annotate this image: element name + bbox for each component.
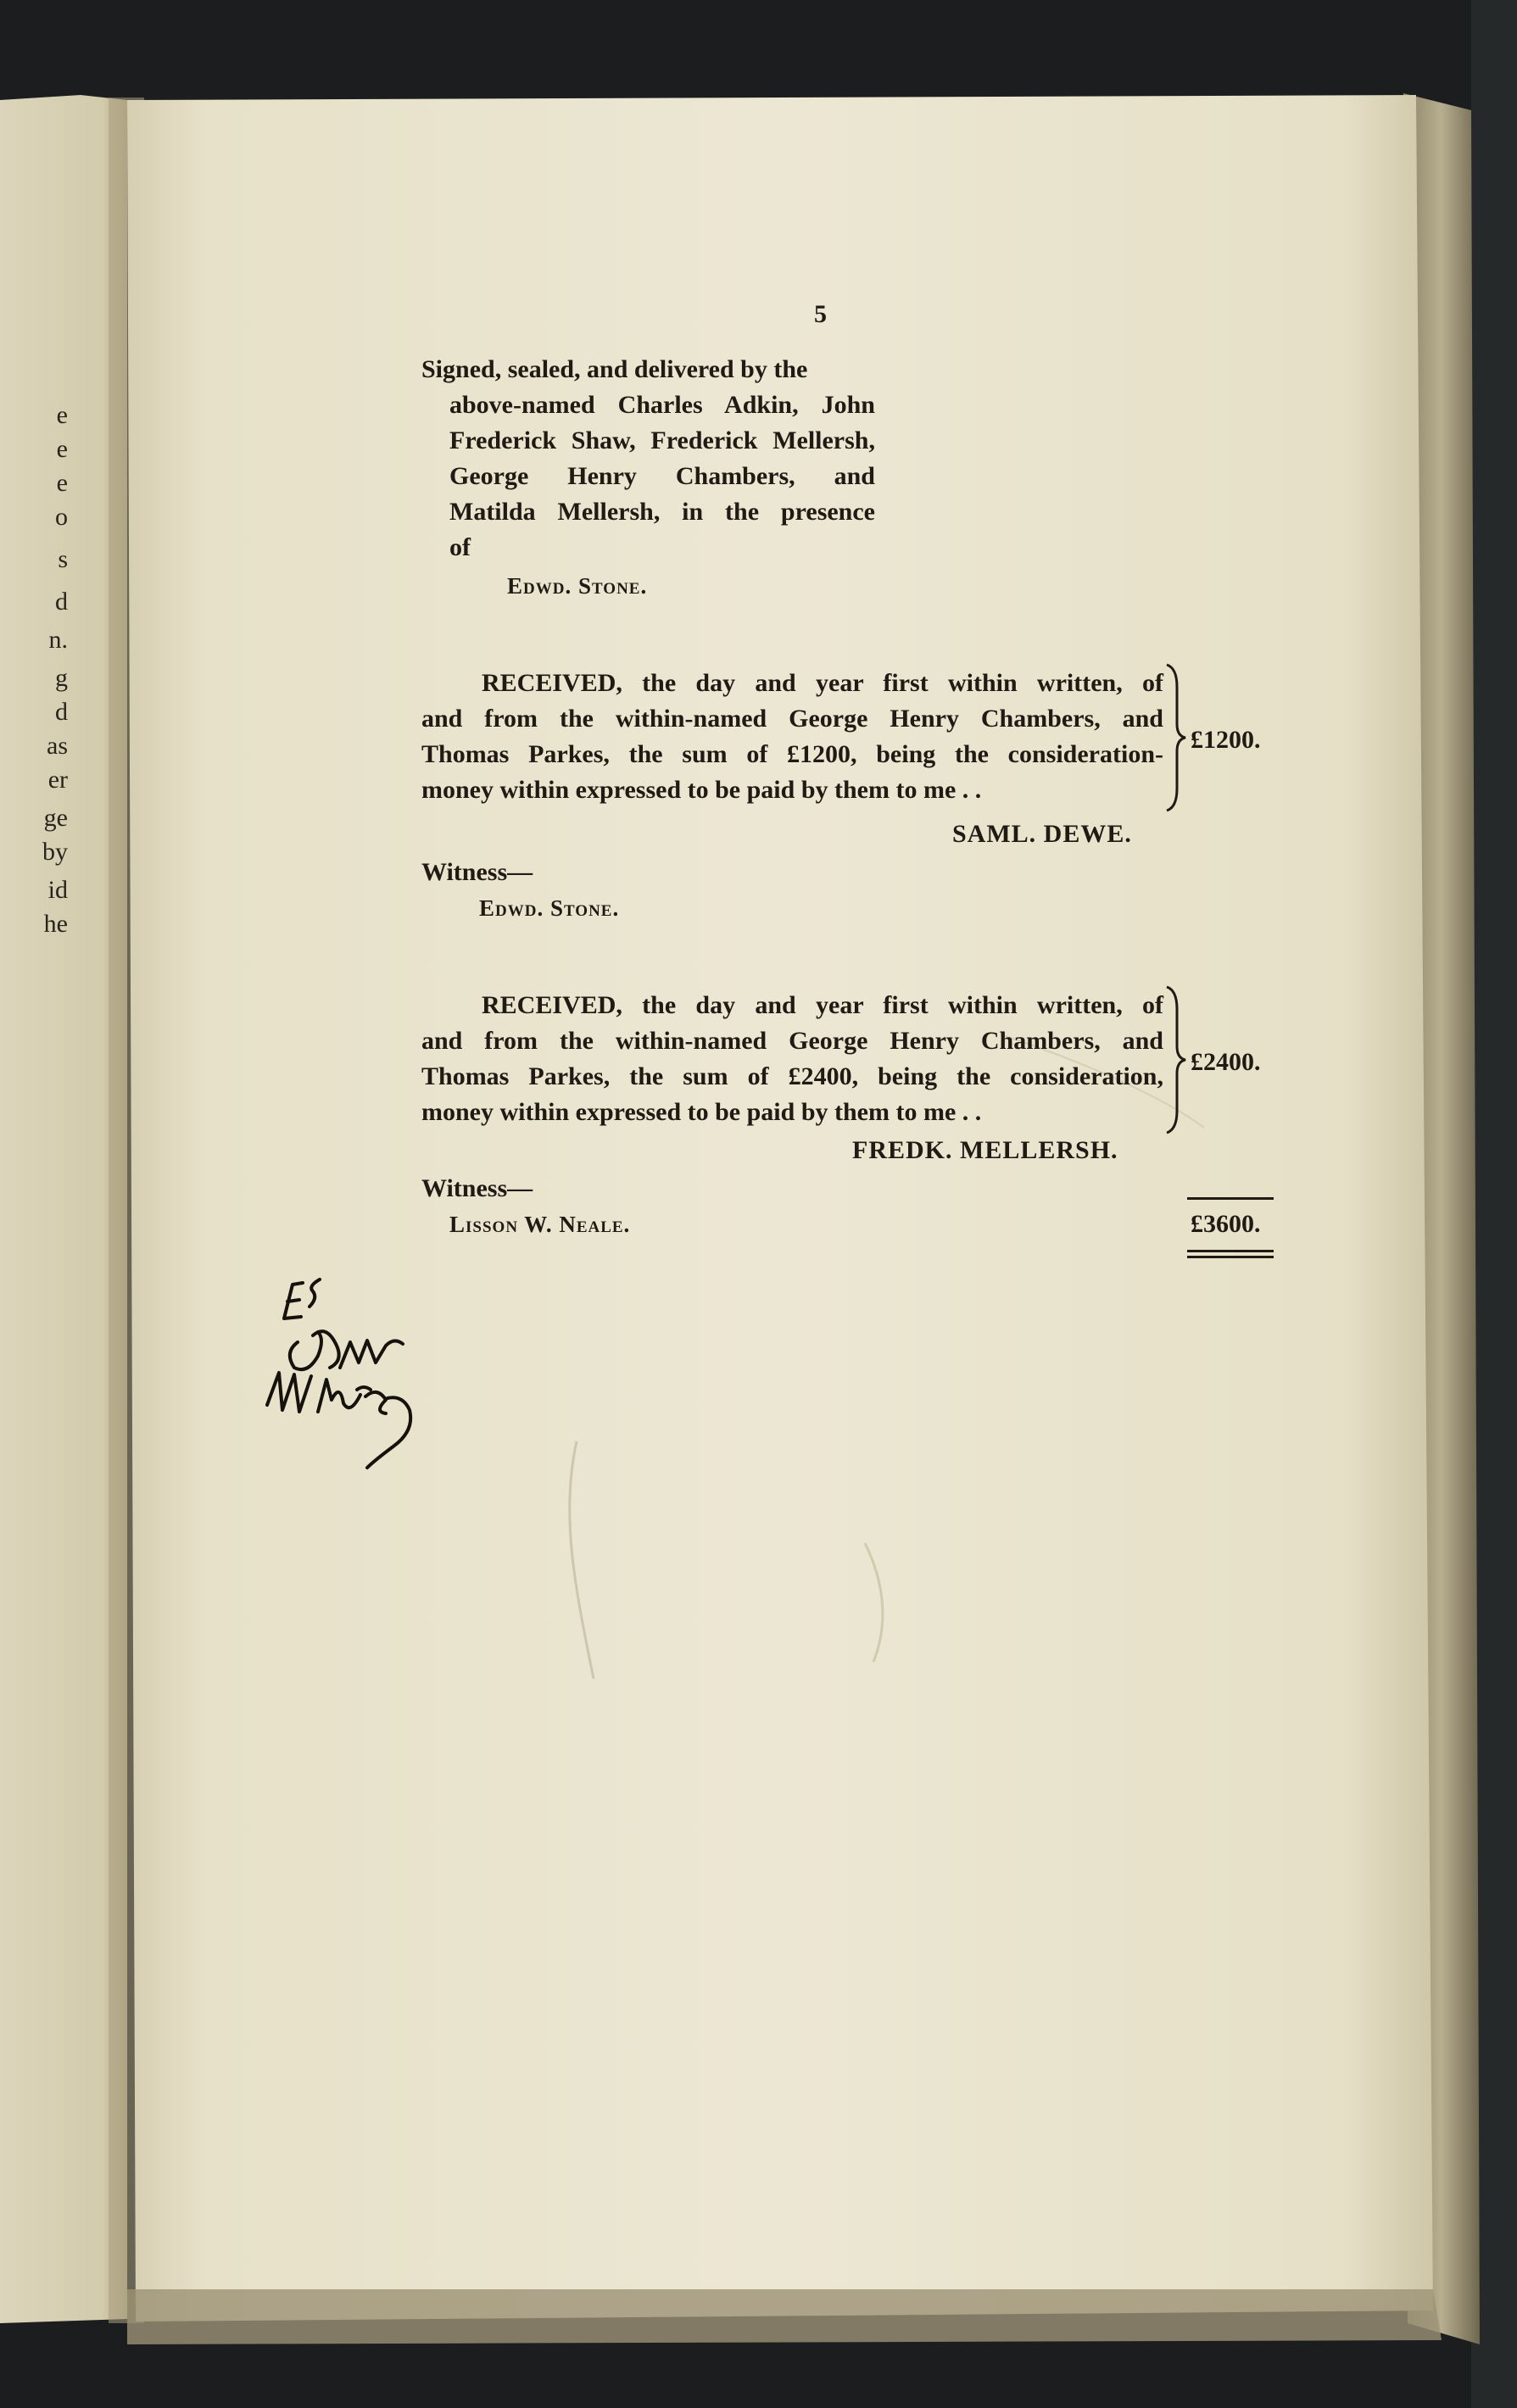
left-page-fragment: e [56, 469, 68, 497]
left-page-fragment: by [42, 838, 68, 866]
left-page-fragment: n. [48, 626, 68, 654]
left-page-fragment: s [58, 545, 68, 573]
receipt-1-amount: £1200. [1191, 726, 1261, 754]
left-page-fragment: e [56, 435, 68, 463]
execution-line: Matilda Mellersh, in the presence [449, 498, 875, 526]
receipt-2-witness-name: Lisson W. Neale. [449, 1212, 631, 1237]
receipt-1-witness-label: Witness— [421, 858, 533, 886]
receipt-1-witness-name: Edwd. Stone. [479, 895, 620, 921]
left-page-fragment: e [56, 401, 68, 429]
total-double-rule-lower [1187, 1256, 1274, 1258]
receipt-2-witness-label: Witness— [421, 1174, 533, 1202]
receipt-1-line: and from the within-named George Henry Chambers, and [421, 705, 1163, 733]
execution-witness-name: Edwd. Stone. [507, 573, 648, 599]
receipt-2-line: and from the within-named George Henry Chambers, and [421, 1027, 1163, 1055]
receipt-2-line: Thomas Parkes, the sum of £2400, being the consideration, [421, 1062, 1163, 1090]
left-page-fragments [0, 373, 68, 967]
receipt-1-line: Thomas Parkes, the sum of £1200, being the consideration- [421, 740, 1163, 768]
receipt-1-line: money within expressed to be paid by them to me . . [421, 776, 982, 804]
total-amount: £3600. [1191, 1210, 1261, 1238]
left-page-fragment: g [55, 664, 68, 692]
left-page-fragment: he [43, 910, 68, 938]
execution-line: of [449, 533, 471, 561]
receipt-2-signatory: FREDK. MELLERSH. [852, 1136, 1118, 1164]
receipt-1-line: RECEIVED, the day and year first within written, of [482, 669, 1163, 697]
left-page-fragment: as [47, 732, 68, 760]
left-page-fragment: er [47, 766, 68, 794]
left-page-fragment: d [55, 588, 68, 616]
left-page-fragment: o [55, 503, 68, 531]
execution-line: Frederick Shaw, Frederick Mellersh, [449, 426, 875, 454]
total-double-rule-upper [1187, 1250, 1274, 1252]
total-top-rule [1187, 1197, 1274, 1200]
page-number: 5 [814, 300, 827, 328]
receipt-2-brace [1163, 984, 1187, 1136]
receipt-2-line: money within expressed to be paid by them to me . . [421, 1098, 982, 1126]
receipt-1-signatory: SAML. DEWE. [952, 820, 1132, 848]
left-page-fragment: id [47, 876, 68, 904]
handwritten-note [259, 1268, 445, 1480]
execution-line: Signed, sealed, and delivered by the [421, 355, 808, 383]
receipt-2-line: RECEIVED, the day and year first within written, of [482, 991, 1163, 1019]
execution-line: above-named Charles Adkin, John [449, 391, 875, 419]
execution-line: George Henry Chambers, and [449, 462, 875, 490]
receipt-1-brace [1163, 661, 1187, 814]
left-page-fragment: ge [43, 804, 68, 832]
left-page-fragment: d [55, 698, 68, 726]
receipt-2-amount: £2400. [1191, 1048, 1261, 1076]
